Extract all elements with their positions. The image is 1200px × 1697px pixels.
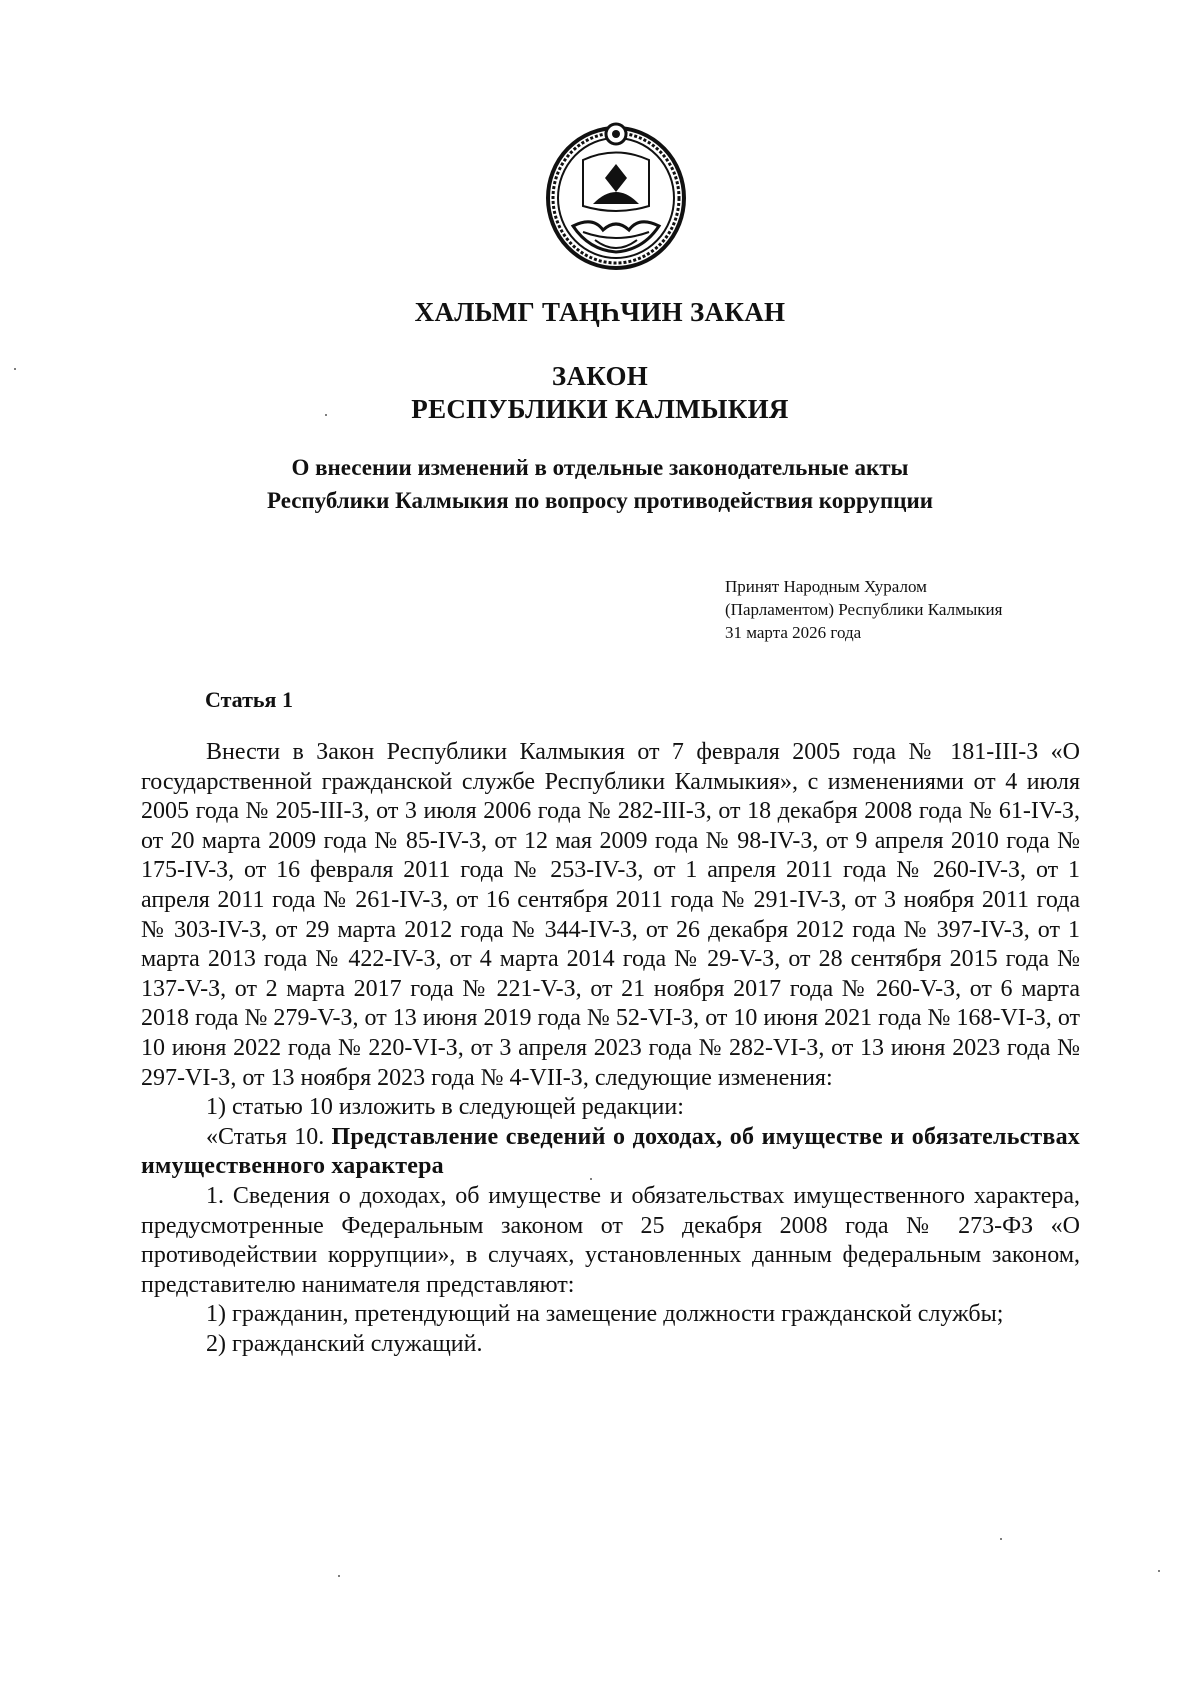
scan-speck	[590, 1178, 592, 1180]
law-word: ЗАКОН	[551, 361, 649, 391]
article-10-prefix: «Статья 10.	[206, 1123, 332, 1150]
article-10-paragraph-1: 1. Сведения о доходах, об имуществе и обязательствах имущественного характера, предусмотренные Федеральным законом от 25 декабря 2008 года № 273-ФЗ «О противодействии коррупции», в случаях, установленных данным федеральным законом, представителю нанимателя представляют:	[141, 1182, 1080, 1298]
scan-speck	[1000, 1538, 1002, 1540]
adoption-line-2: (Парламентом) Республики Калмыкия	[725, 600, 1003, 619]
subitem-2: 2) гражданский служащий.	[206, 1330, 483, 1357]
article-intro-paragraph: Внести в Закон Республики Калмыкия от 7 февраля 2005 года № 181-III-З «О государственной гражданской службе Республики Калмыкия», с изменениями от 4 июля 2005 года № 205-III-З, от 3 июля 2006 года № 282-III-З, от 18 декабря 2008 года № 61-IV-З, от 20 марта 2009 года № 85-IV-З, от 12 мая 2009 года № 98-IV-З, от 9 апреля 2010 года № 175-IV-З, от 16 февраля 2011 года № 253-IV-З, от 1 апреля 2011 года № 260-IV-З, от 1 апреля 2011 года № 261-IV-З, от 16 сентября 2011 года № 291-IV-З, от 3 ноября 2011 года № 303-IV-З, от 29 марта 2012 года № 344-IV-З, от 26 декабря 2012 года № 397-IV-З, от 1 марта 2013 года № 422-IV-З, от 4 марта 2014 года № 29-V-З, от 28 сентября 2015 года № 137-V-З, от 2 марта 2017 года № 221-V-З, от 21 ноября 2017 года № 260-V-З, от 6 марта 2018 года № 279-V-З, от 13 июня 2019 года № 52-VI-З, от 10 июня 2021 года № 168-VI-З, от 10 июня 2022 года № 220-VI-З, от 3 апреля 2023 года № 282-VI-З, от 13 июня 2023 года № 297-VI-З, от 13 ноября 2023 года № 4-VII-З, следующие изменения:	[141, 739, 1080, 1091]
scan-speck	[14, 368, 16, 370]
kalmyk-law-title: ХАЛЬМГ ТАҢҺЧИН ЗАКАН	[414, 297, 786, 327]
article-heading: Статья 1	[205, 687, 293, 712]
scan-speck	[325, 414, 327, 416]
adoption-date: 31 марта 2026 года	[725, 623, 862, 642]
subitem-1: 1) гражданин, претендующий на замещение должности гражданской службы;	[206, 1301, 1004, 1328]
article-10-heading	[141, 1123, 1080, 1182]
scan-speck	[1158, 1570, 1160, 1572]
kalmykia-coat-of-arms-icon	[543, 120, 689, 270]
law-title-line-2: Республики Калмыкия по вопросу противодействия коррупции	[266, 488, 934, 513]
item-1: 1) статью 10 изложить в следующей редакции:	[206, 1094, 684, 1121]
law-title-line-1: О внесении изменений в отдельные законодательные акты	[291, 455, 909, 480]
article-10-title: Представление сведений о доходах, об имуществе и обязательствах имущественного характера	[141, 1123, 1080, 1180]
article-body	[141, 738, 1080, 1359]
adoption-note	[725, 575, 1002, 644]
scan-speck	[338, 1575, 340, 1577]
adoption-line-1: Принят Народным Хуралом	[725, 577, 927, 596]
republic-name: РЕСПУБЛИКИ КАЛМЫКИЯ	[411, 394, 789, 424]
